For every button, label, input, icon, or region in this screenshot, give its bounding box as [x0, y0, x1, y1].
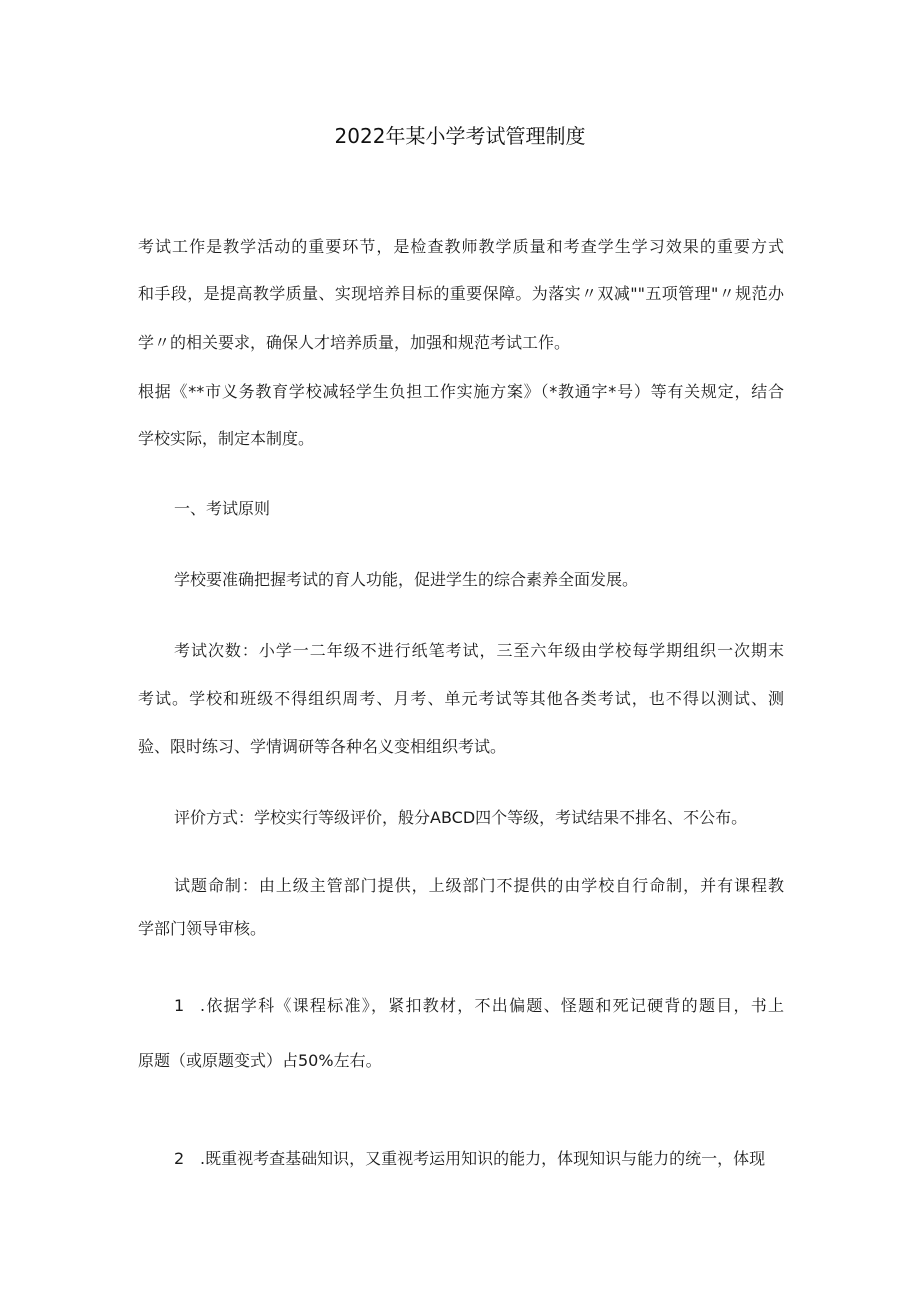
proposition-line-1: 试题命制：由上级主管部门提供，上级部门不提供的由学校自行命制，并有课程教: [174, 876, 784, 895]
document-title: 2022年某小学考试管理制度: [334, 124, 586, 148]
frequency-line-2: 考试。学校和班级不得组织周考、月考、单元考试等其他各类考试，也不得以测试、测: [138, 689, 784, 708]
frequency-line-3: 验、限时练习、学情调研等各种名义变相组织考试。: [138, 737, 507, 756]
item-2-number: 2: [174, 1149, 185, 1168]
intro-line-2: 和手段，是提高教学质量、实现培养目标的重要保障。为落实〃双减""五项管理"〃规范办: [138, 284, 784, 303]
basis-line-1: 根据《**市义务教育学校减轻学生负担工作实施方案》（*教通字*号）等有关规定，结合: [138, 382, 784, 401]
evaluation-paragraph: 评价方式：学校实行等级评价，般分ABCD四个等级，考试结果不排名、不公布。: [174, 808, 748, 827]
principle-paragraph: 学校要准确把握考试的育人功能，促进学生的综合素养全面发展。: [174, 570, 639, 589]
intro-line-1: 考试工作是教学活动的重要环节，是检查教师教学质量和考查学生学习效果的重要方式: [138, 237, 784, 256]
item-2-line-1: [174, 1147, 765, 1171]
basis-line-2: 学校实际，制定本制度。: [138, 429, 315, 448]
frequency-line-1: 考试次数：小学一二年级不进行纸笔考试，三至六年级由学校每学期组织一次期末: [174, 641, 784, 660]
item-1-line-1: [174, 994, 784, 1018]
item-1-number: 1: [174, 996, 185, 1015]
item-1-text: .依据学科《课程标准》，紧扣教材，不出偏题、怪题和死记硬背的题目，书上: [200, 996, 784, 1015]
section-heading: 一、考试原则: [174, 499, 271, 518]
item-2-text: .既重视考查基础知识，又重视考运用知识的能力，体现知识与能力的统一，体现: [200, 1149, 766, 1168]
intro-line-3: 学〃的相关要求，确保人才培养质量，加强和规范考试工作。: [138, 333, 571, 352]
item-1-line-2: 原题（或原题变式）占50%左右。: [138, 1051, 382, 1070]
proposition-line-2: 学部门领导审核。: [138, 919, 267, 938]
